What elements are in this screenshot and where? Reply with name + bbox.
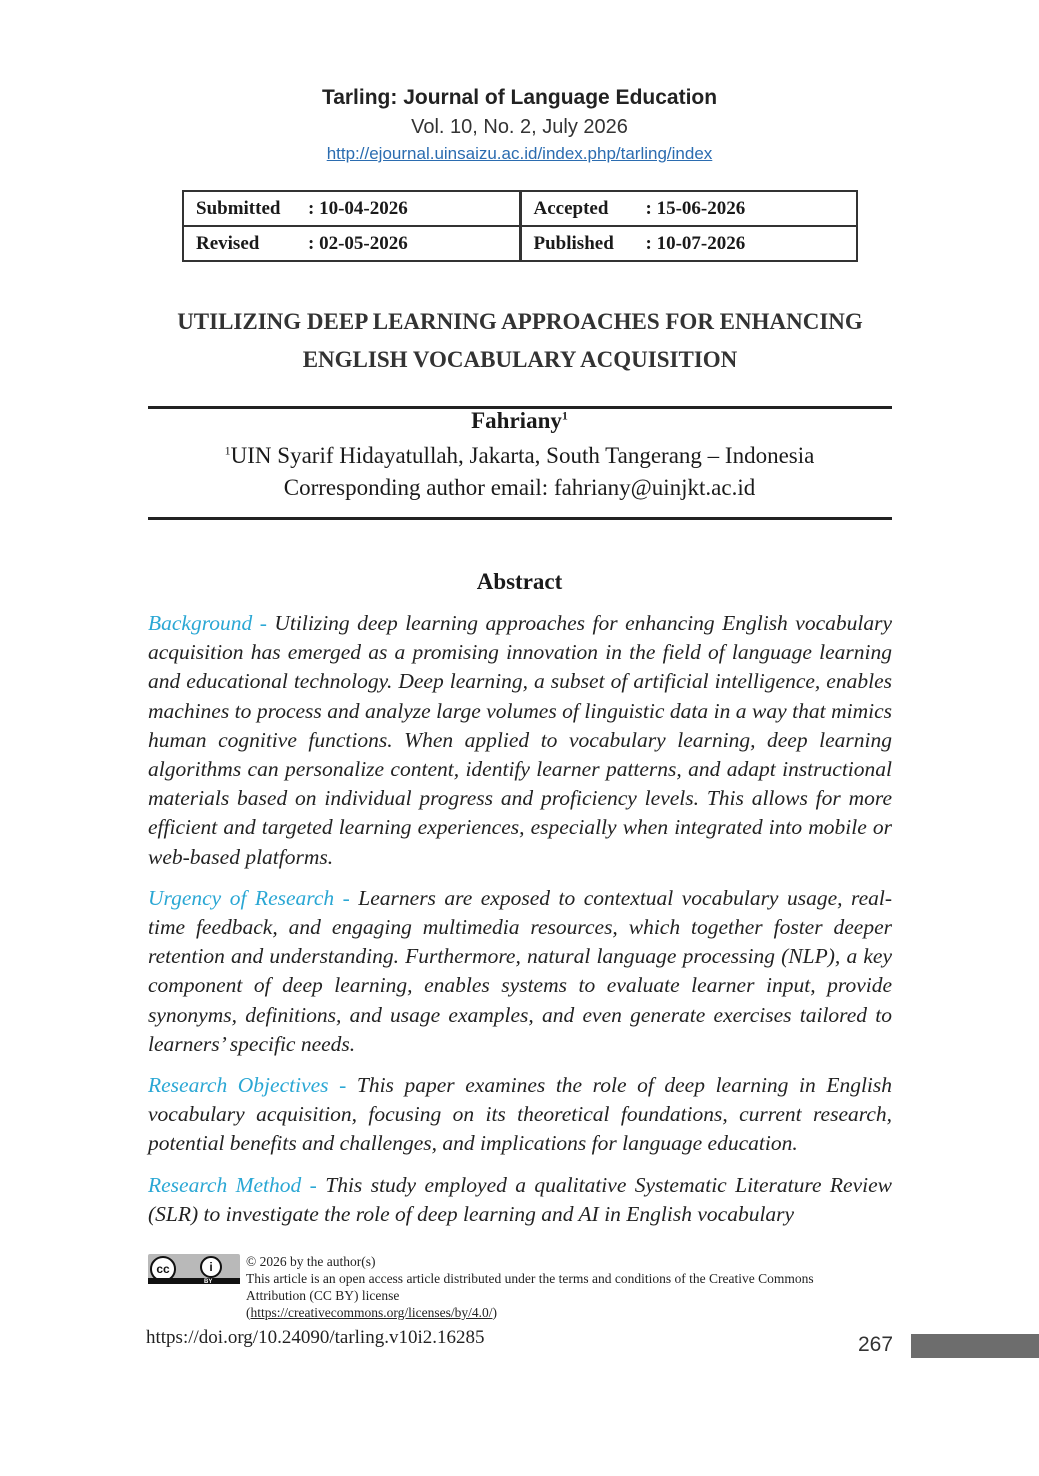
page-number: 267 — [858, 1333, 894, 1356]
revised-cell — [183, 226, 520, 261]
published-cell — [520, 226, 857, 261]
published-value: : 10-07-2026 — [645, 232, 746, 254]
section-label: Research Objectives - — [148, 1073, 347, 1098]
license-link-open: ( — [246, 1305, 251, 1320]
abstract-urgency — [148, 884, 892, 1059]
paper-title — [120, 303, 920, 379]
license-copyright: © 2026 by the author(s) — [246, 1254, 376, 1269]
submitted-cell — [183, 191, 520, 226]
abstract-body — [148, 609, 892, 1241]
cc-icon: cc — [150, 1256, 176, 1282]
accepted-value: : 15-06-2026 — [645, 197, 746, 219]
abstract-objectives — [148, 1071, 892, 1159]
by-strip — [148, 1278, 240, 1284]
license-text-line-2: Attribution (CC BY) license — [246, 1288, 400, 1303]
dates-table — [182, 190, 858, 262]
published-label: Published — [533, 232, 614, 254]
license-link-close: ) — [492, 1305, 497, 1320]
section-text: Utilizing deep learning approaches for enhancing English vocabulary acquisition has emerged as a promising innovation in the field of language learning and educational technology. Deep learning, a subset of artificial intelligence, enables machines to process and analyze large volumes of linguistic data in a way that mimics human cognitive functions. When applied to vocabulary learning, deep learning algorithms can personalize content, identify learner patterns, and adapt instructional materials based on individual progress and proficiency levels. This allows for more efficient and targeted learning experiences, especially when integrated into mobile or web-based platforms. — [148, 611, 893, 869]
license-link[interactable]: https://creativecommons.org/licenses/by/4.0/ — [250, 1305, 493, 1320]
author-name — [0, 408, 1039, 434]
page-marker-bar — [911, 1334, 1039, 1358]
revised-value: : 02-05-2026 — [308, 232, 408, 254]
abstract-background — [148, 609, 892, 872]
journal-title: Tarling: Journal of Language Education — [321, 86, 718, 109]
accepted-label: Accepted — [533, 197, 609, 219]
accepted-cell — [520, 191, 857, 226]
cc-by-license-badge[interactable] — [148, 1254, 240, 1284]
journal-url-link[interactable]: http://ejournal.uinsaizu.ac.id/index.php/tarling/index — [326, 144, 713, 163]
license-text-line-1: This article is an open access article distributed under the terms and conditions of the Creative Commons — [246, 1271, 814, 1286]
abstract-heading: Abstract — [476, 569, 563, 594]
affiliation-superscript: 1 — [224, 443, 231, 458]
author-superscript: 1 — [561, 408, 568, 423]
section-label: Research Method - — [148, 1172, 317, 1197]
paper-title-line-1: UTILIZING DEEP LEARNING APPROACHES FOR ENHANCING — [177, 309, 863, 334]
section-label: Urgency of Research - — [148, 885, 350, 910]
affiliation — [0, 443, 1039, 469]
submitted-label: Submitted — [196, 197, 281, 219]
journal-issue: Vol. 10, No. 2, July 2026 — [411, 116, 628, 138]
bottom-divider — [148, 517, 892, 520]
attribution-person-icon: i — [200, 1256, 222, 1278]
abstract-method — [148, 1171, 892, 1229]
by-label: BY — [204, 1279, 213, 1285]
section-label: Background - — [148, 611, 267, 635]
license-link-line — [246, 1305, 886, 1321]
revised-label: Revised — [196, 232, 260, 254]
section-text: This study employed a qualitative Systematic Literature Review (SLR) to investigate the role of deep learning and AI in English vocabulary — [148, 1172, 892, 1226]
corresponding-email: Corresponding author email: fahriany@uinjkt.ac.id — [283, 475, 756, 500]
section-text: This paper examines the role of deep learning in English vocabulary acquisition, focusing on its theoretical foundations, current research, potential benefits and challenges, and implications for language education. — [148, 1073, 893, 1156]
author-name-text: Fahriany — [471, 408, 562, 433]
doi-link[interactable]: https://doi.org/10.24090/tarling.v10i2.16285 — [146, 1327, 485, 1348]
section-text: Learners are exposed to contextual vocabulary usage, real-time feedback, and engaging multimedia resources, which together foster deeper retention and understanding. Furthermore, natural language processing (NLP), a key component of deep learning, enables systems to evaluate learner input, provide synonyms, definitions, and usage examples, and even generate exercises tailored to learners’ specific needs. — [148, 885, 892, 1056]
submitted-value: : 10-04-2026 — [308, 197, 408, 219]
affiliation-text: UIN Syarif Hidayatullah, Jakarta, South Tangerang – Indonesia — [230, 443, 815, 468]
paper-title-line-2: ENGLISH VOCABULARY ACQUISITION — [302, 347, 738, 372]
